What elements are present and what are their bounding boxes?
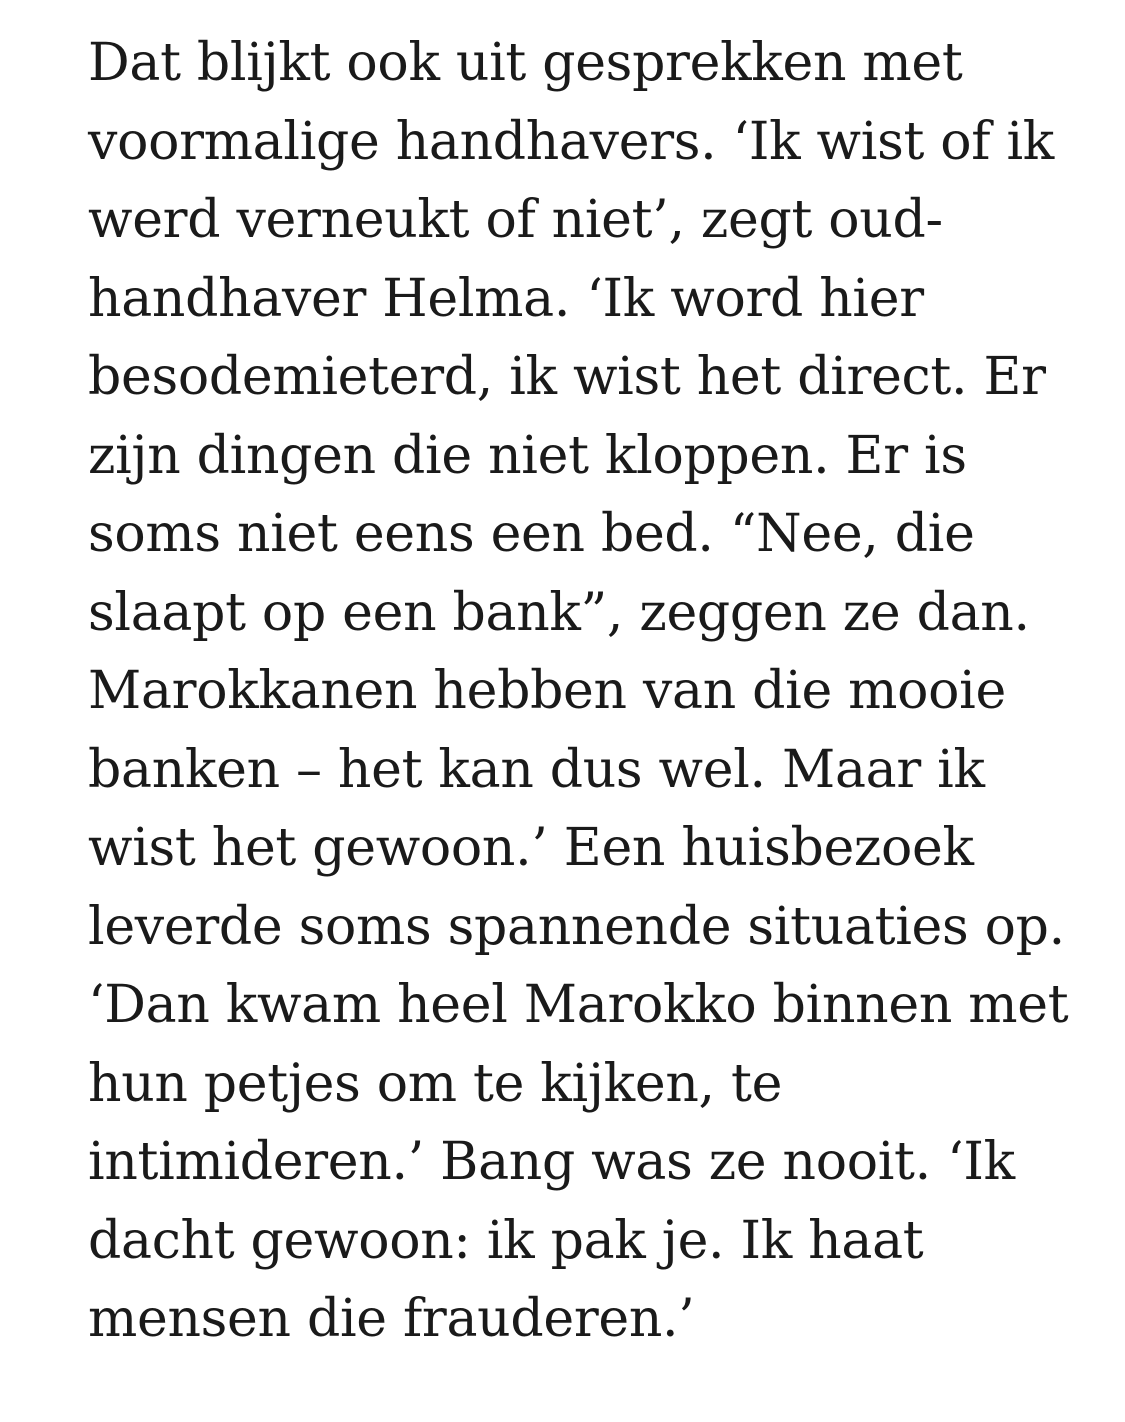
text-line: slaapt op een bank”, zeggen ze dan. bbox=[88, 582, 1030, 643]
text-line: soms niet eens een bed. “Nee, die bbox=[88, 504, 975, 564]
text-line: wist het gewoon.’ Een huisbezoek bbox=[88, 818, 974, 878]
text-line: ‘Dan kwam heel Marokko binnen met bbox=[88, 975, 1069, 1035]
text-line: Dat blijkt ook uit gesprekken met bbox=[88, 33, 963, 93]
text-line: dacht gewoon: ik pak je. Ik haat bbox=[88, 1210, 924, 1271]
text-line: besodemieterd, ik wist het direct. Er bbox=[88, 347, 1046, 407]
article-body bbox=[88, 0, 1098, 1359]
text-line: voormalige handhavers. ‘Ik wist of ik bbox=[88, 111, 1055, 172]
text-line: intimideren.’ Bang was ze nooit. ‘Ik bbox=[88, 1132, 1015, 1192]
text-line: hun petjes om te kijken, te bbox=[88, 1053, 783, 1114]
text-line: handhaver Helma. ‘Ik word hier bbox=[88, 268, 924, 329]
text-line: werd verneukt of niet’, zegt oud- bbox=[88, 190, 943, 250]
text-line: banken – het kan dus wel. Maar ik bbox=[88, 739, 985, 800]
text-line: leverde soms spannende situaties op. bbox=[88, 896, 1065, 957]
text-line: Marokkanen hebben van die mooie bbox=[88, 661, 1006, 721]
text-line: zijn dingen die niet kloppen. Er is bbox=[88, 425, 967, 486]
text-line: mensen die frauderen.’ bbox=[88, 1289, 695, 1349]
